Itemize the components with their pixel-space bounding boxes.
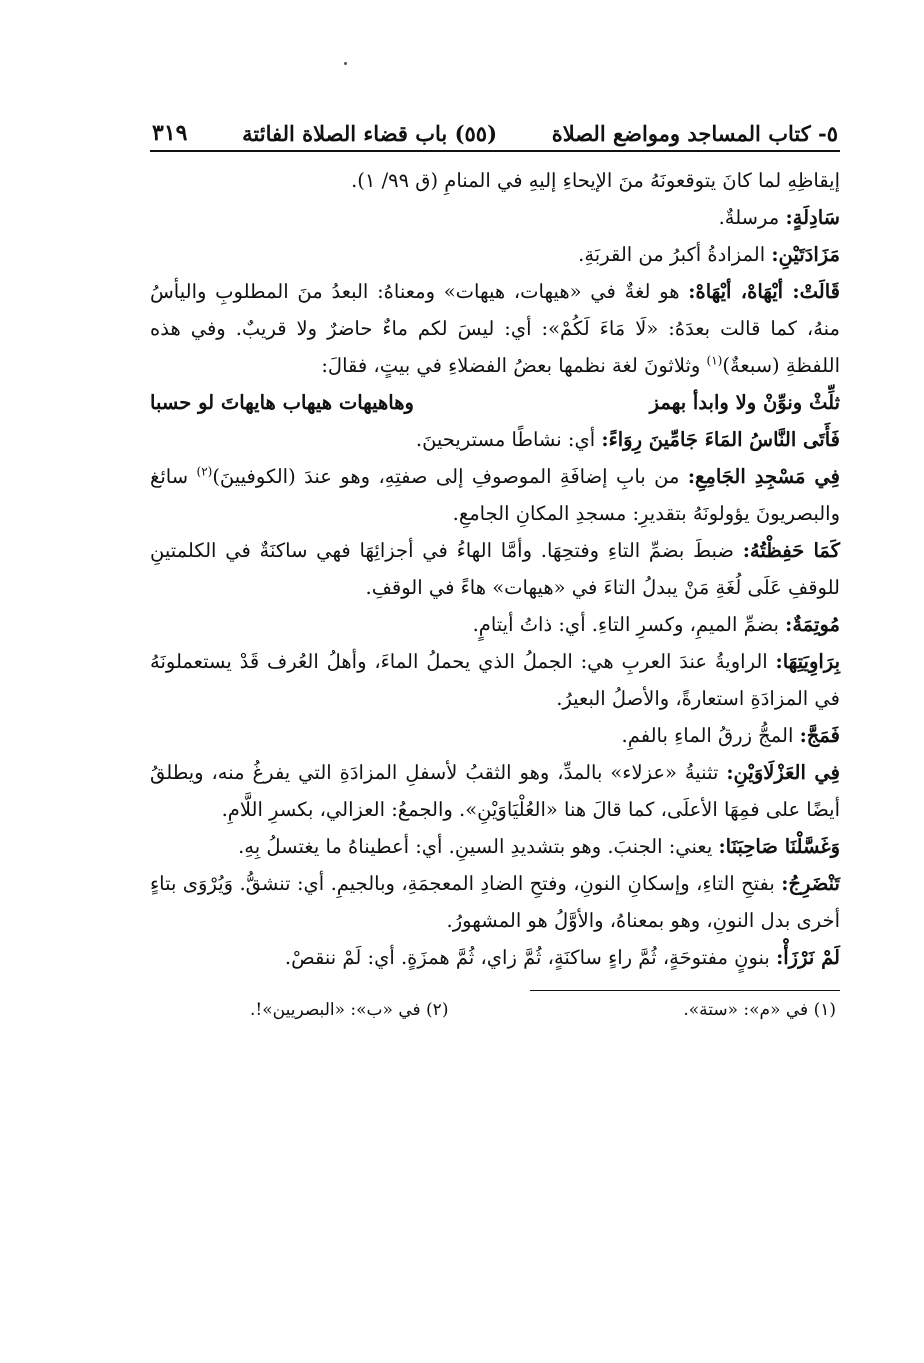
paragraph-term: مُوتِمَةٌ: (785, 613, 840, 636)
paragraph-text: من بابِ إضافَةِ الموصوفِ إلى صفتِهِ، وهو عندَ (الكوفيينَ) (212, 465, 688, 488)
paragraph-text-continued: وثلاثونَ لغة نظمها بعضُ الفضلاءِ في بيتٍ، فقالَ: (321, 354, 707, 377)
paragraph (150, 643, 840, 717)
page-number: ٣١٩ (152, 120, 188, 146)
paragraph (150, 717, 840, 754)
paragraph-term: قَالَتْ: أيْهَاهْ، أيْهَاهْ: (688, 280, 840, 303)
header-chapter-title: (٥٥) باب قضاء الصلاة الفائتة (242, 121, 498, 146)
footnotes (150, 991, 840, 1027)
paragraph (150, 421, 840, 458)
paragraph (150, 865, 840, 939)
paragraph (150, 828, 840, 865)
paragraph-text-continued: سائغ والبصريونَ يؤولونَهُ بتقديرِ: مسجدِ المكانِ الجامعِ. (150, 465, 840, 525)
paragraph-text: تثنيةُ «عزلاء» بالمدِّ، وهو الثقبُ لأسفلِ المزادَةِ التي يفرغُ منه، ويطلقُ أيضًا على فمِهَا الأعلَى، كما قالَ هنا «العُلْيَاوَيْنِ». والجمعُ: العزالي، بكسرِ اللَّامِ. (150, 761, 840, 821)
paragraph-term: مَزَادَتَيْنِ: (771, 243, 840, 266)
paragraph-term: كَمَا حَفِظْتُهُ: (742, 539, 840, 562)
paragraph-term: فِي مَسْجِدِ الجَامِعِ: (687, 465, 840, 488)
poetry-verse (150, 384, 840, 421)
paragraph-text: بضمِّ الميمِ، وكسرِ التاءِ. أي: ذاتُ أيتامٍ. (472, 613, 786, 636)
footnote: (٢) في «ب»: «البصريين»!. (250, 1000, 449, 1020)
paragraph (150, 754, 840, 828)
verse-first-hemistich: ثلِّثْ ونوِّنْ ولا وابدأ بهمز (649, 391, 840, 414)
paragraph-term: فَأَتَى النَّاسُ المَاءَ جَامِّينَ رِوَاءً: (601, 428, 840, 451)
document-page (150, 110, 840, 1027)
paragraph-text: إيقاظِهِ لما كانَ يتوقعونَهُ منَ الإيحاءِ إليهِ في المنامِ (ق ٩٩/ ١). (351, 169, 840, 192)
paragraph-text: بنونٍ مفتوحَةٍ، ثُمَّ راءٍ ساكنَةٍ، ثُمَّ زاي، ثُمَّ همزَةٍ. أي: لَمْ ننقصْ. (284, 946, 777, 969)
paragraph-text: بفتحِ التاءِ، وإسكانِ النونِ، وفتحِ الضادِ المعجمَةِ، وبالجيمِ. أي: تنشقُّ. وَيُرْوَى بتاءٍ أخرى بدل النونِ، وهو بمعناهُ، والأوَّلُ هو المشهورُ. (150, 872, 840, 932)
paragraph (150, 532, 840, 606)
paragraph-text: هو لغةٌ في «هيهات، هيهات» ومعناهُ: البعدُ منَ المطلوبِ واليأسُ منهُ، كما قالت بعدَهُ: «لَا مَاءَ لَكُمْ»: أي: ليسَ لكم ماءٌ حاضرٌ ولا قريبٌ. وفي هذه اللفظةِ (سبعةٌ) (150, 280, 840, 377)
paragraph-text: المزادةُ أكبرُ من القربَةِ. (578, 243, 772, 266)
paragraph (150, 606, 840, 643)
paragraph-term: تَنْضَرِجُ: (781, 872, 840, 895)
paragraph-text: الراويةُ عندَ العربِ هي: الجملُ الذي يحملُ الماءَ، وأهلُ العُرف قَدْ يستعملونَهُ في المزادَةِ استعارةً، والأصلُ البعيرُ. (150, 650, 840, 710)
paragraph-text: أي: نشاطًا مستريحينَ. (415, 428, 602, 451)
scan-speck (344, 62, 347, 65)
footnote-marker: (٢) (196, 464, 213, 479)
paragraph (150, 273, 840, 384)
verse-second-hemistich: وهاهيهات هيهاب هايهاتَ لو حسبا (150, 391, 414, 414)
paragraph (150, 458, 840, 532)
paragraph (150, 939, 840, 976)
paragraph-term: فَمَجَّ: (799, 724, 840, 747)
paragraph-term: بِرَاوِيَتِهَا: (775, 650, 840, 673)
running-header (150, 110, 840, 152)
main-text (150, 162, 840, 976)
paragraph-term: فِي العَزْلَاوَيْنِ: (726, 761, 840, 784)
paragraph-text: يعني: الجنبَ. وهو بتشديدِ السينِ. أي: أعطيناهُ ما يغتسلُ بِهِ. (238, 835, 719, 858)
footnote: (١) في «م»: «ستة». (683, 1000, 836, 1020)
header-book-title: ٥- كتاب المساجد ومواضع الصلاة (551, 121, 838, 146)
paragraph-term: وَغَسَّلْنَا صَاحِبَنَا: (718, 835, 840, 858)
paragraph-text: المجُّ زرقُ الماءِ بالفمِ. (621, 724, 800, 747)
paragraph-term: سَادِلَةٍ: (785, 206, 840, 229)
paragraph (150, 162, 840, 199)
paragraph (150, 236, 840, 273)
paragraph-text: مرسلةٌ. (718, 206, 786, 229)
paragraph-text: ضبطَ بضمِّ التاءِ وفتحِهَا. وأمَّا الهاءُ في أجزائِهَا فهي ساكنَةٌ في الكلمتينِ للوقفِ عَلَى لُغَةِ مَنْ يبدلُ التاءَ في «هيهات» هاءً في الوقفِ. (150, 539, 840, 599)
paragraph (150, 199, 840, 236)
paragraph-term: لَمْ نَرْزَأْ: (776, 946, 840, 969)
footnote-marker: (١) (706, 353, 723, 368)
